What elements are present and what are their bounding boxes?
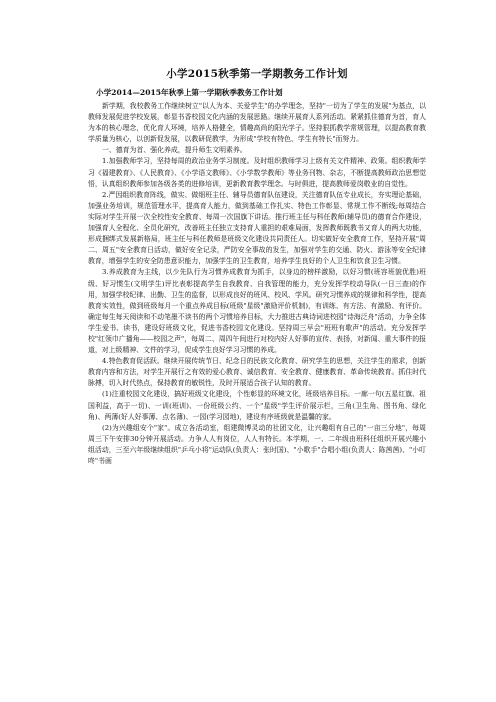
paragraph-sub-1: (1)注重校园文化建设，搞好班级文化建设，个性彰显的环境文化，班级培养目标。一廊一句(五星红旗、祖国利益，高于一切)、一训(班训)、一份班级公约、一个"星级"学生评价展示栏，三角(卫生角、图书角、绿化角)、两薄(好人好事薄、点名薄)、一园(学习园地)，建设有序班级就是温馨的家。 <box>88 390 426 421</box>
paragraph-intro: 新学期，我校教务工作继续树立"以人为本、关爱学生"的办学理念，坚持"一切为了学生的发展"为基点，以教师发展促进学校发展，彰显书香校园文化内涵的发展思路。继续开展育人系列活动。紧紧抓住德育为首，育人为本的核心理念，优化育人环境，培养人格健全，情趣高尚的阳光学子。坚持狠抓教学常规管理，以提高教育教学质量为核心，以创新促发展，以教研促教学，为形成"学校有特色、学生有特长"而努力。 <box>88 102 426 144</box>
paragraph-item-2: 2.严因组织教育阵线，做实、做细班主任、辅导员德育队伍建设，关注德育队伍专业成长，夯实理论基础，加强业务培训，规范管理水平，提高育人能力，做到基础工作扎实、特色工作彰显、常规工作不断线;每周结合实际对学生开展一次全校性安全教育、每周一次国旗下讲话。推行班主任与科任教师(辅导员)的德育合作建设，加强育人全程化、全员化研究，改善班主任独立支持育人重担的艰难局面，发挥教师既教书又育人的两大功能，形成捆绑式发展新格局，班主任与科任教师是班级文化建设共同责任人。切实做好安全教育工作，坚持开展"周二、周五"安全教育日活动，做好安全记录，严防安全事故的发生，加强对学生的交通、防火、游泳等安全纪律教育，增强学生的安全防患意识能力，加强学生的卫生教育，培养学生良好的个人卫生和饮食卫生习惯。 <box>88 190 426 266</box>
paragraph-item-1: 1.加强教师学习，坚持每周的政治业务学习制度。及时组织教师学习上级有关文件精神、政策。组织教师学习《福建教育》、《人民教育》、《小学语文教师》、《小学数学教师》等业务刊物、杂志，不断提高教师政治思想觉悟，认真组织教师参加各级各类的进修培训，更新教育教学理念。与时俱进，提高教师爱岗敬业的自觉性。 <box>88 157 426 188</box>
paragraph-item-4: 4.特色教育促活跃。继续开展传统节日、纪念日的民族文化教育、研究学生的思想，关注学生的需求，创新教育内容和方法，对学生开展行之有效的爱心教育、诚信教育、安全教育、健康教育、革命传统教育。抓住时代脉搏，切入时代热点，保持教育的敏锐性，及时开展适合孩子认知的教育。 <box>88 357 426 388</box>
paragraph-sub-2: (2)为兴趣组安个"家"。成立各活动室，组建微博灵动的社团文化，让兴趣组有自己的"一亩三分地"，每周周三下午安排30分钟开展活动。力争人人有岗位，人人有特长。本学期，一、二年级由班科任组织开展兴趣小组活动，三至六年级继续组织"乒乓小将"运动队(负责人：张时国)、"小歌手"合唱小组(负责人：陈茜茜)、"小叮咚"书画 <box>88 423 426 465</box>
paragraph-item-3: 3.养成教育为主线，以少先队行为习惯养成教育为抓手，以身边的榜样激励，以好习惯(班容班貌优胜)班级、好习惯生(文明学生)评比表彰提高学生自我教育、自我管理的能力，充分发挥学校动导队(一日三查)的作用，加强学校纪律、出勤、卫生的监督，以形成良好的班风、校风、学风。研究习惯养成的规律和科学性，提高教育实效性，做到班级每月一个重点养成目标(班级"星级"激励评价机制)，有训练、有方法、有激励、有评价。确定每生每天阅读和不动笔墨不读书的两个习惯培养目标，大力推进古典诗词进校园"诗海泛舟"活动，力争全体学生爱书、读书，建设好班级文化，促进书香校园文化建设。坚持周三早会"班班有歌声"的活动。充分发挥学校"红领巾广播角——校园之声"，每周二、周四午间进行对校内好人好事的宣传、表扬，对新闻、重大事件的报道，对上级精神、文件的学习，促成学生良好学习习惯的养成。 <box>88 268 426 355</box>
document-subtitle: 小学2014—2015年秋季上第一学期秋季教务工作计划 <box>96 88 283 97</box>
section-heading-1: 一、德育为首、强化养成，提升师生文明素养。 <box>102 146 247 155</box>
document-title: 小学2015秋季第一学期教务工作计划 <box>166 68 348 80</box>
